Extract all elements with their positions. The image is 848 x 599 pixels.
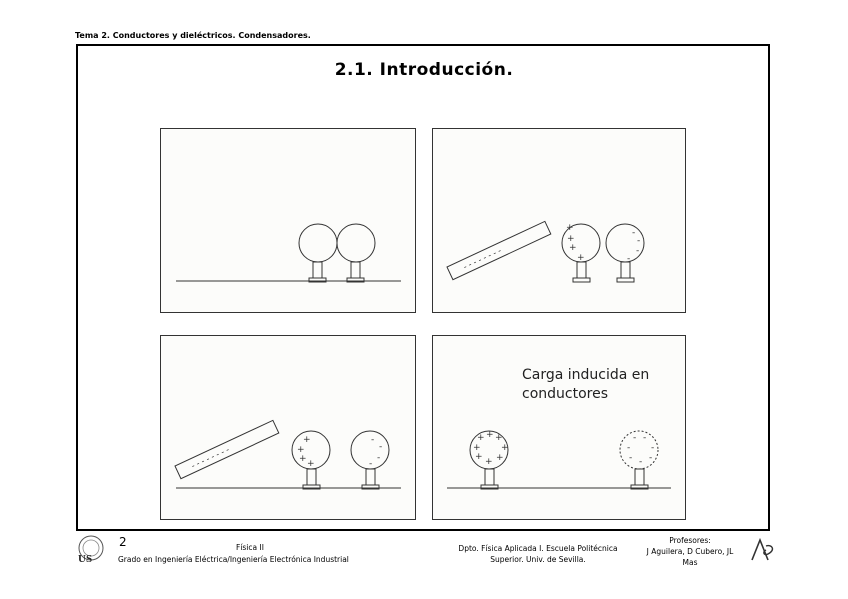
panel-spheres-separated: [160, 335, 416, 520]
svg-text:-: -: [636, 246, 640, 256]
department-line-1: Dpto. Física Aplicada I. Escuela Politécnica: [458, 544, 618, 553]
svg-text:US: US: [78, 553, 93, 563]
svg-text:+: +: [567, 234, 575, 244]
svg-text:+: +: [299, 454, 307, 464]
svg-text:-: -: [627, 443, 631, 453]
svg-text:- - - - - - - -: - - - - - - - -: [189, 445, 231, 471]
svg-text:+: +: [486, 430, 494, 440]
svg-text:+: +: [307, 459, 315, 469]
caption-line-1: Carga inducida en: [522, 367, 650, 383]
svg-text:+: +: [485, 457, 493, 467]
svg-text:+: +: [297, 445, 305, 455]
svg-text:- - - - - - - -: - - - - - - - -: [461, 246, 503, 272]
svg-text:-: -: [651, 443, 655, 453]
svg-text:+: +: [473, 443, 481, 453]
svg-text:+: +: [477, 433, 485, 443]
svg-text:-: -: [369, 459, 373, 469]
professors-line-1: J Aguilera, D Cubero, JL: [646, 547, 734, 556]
svg-text:+: +: [566, 223, 574, 233]
svg-text:-: -: [639, 457, 643, 467]
neutral-spheres-illustration: [161, 129, 415, 312]
department-logo-icon: [746, 536, 776, 568]
slide-title: 2.1. Introducción.: [334, 60, 514, 80]
spheres-separated-illustration: [161, 336, 415, 519]
svg-text:-: -: [629, 453, 633, 463]
svg-text:-: -: [643, 433, 647, 443]
department-line-2: Superior. Univ. de Sevilla.: [490, 555, 586, 564]
svg-text:-: -: [379, 442, 383, 452]
svg-text:-: -: [637, 236, 641, 246]
induced-charge-illustration: [433, 336, 685, 519]
svg-text:+: +: [569, 243, 577, 253]
professors-line-2: Mas: [682, 558, 698, 567]
course-topic-header: Tema 2. Conductores y dieléctricos. Condensadores.: [75, 31, 311, 40]
svg-text:+: +: [501, 443, 509, 453]
svg-text:-: -: [371, 435, 375, 445]
rod-approach-illustration: [433, 129, 685, 312]
footer-professors: [636, 535, 744, 568]
caption-line-2: conductores: [522, 386, 609, 402]
svg-text:-: -: [632, 228, 636, 238]
panel-rod-approach: [432, 128, 686, 313]
svg-text:+: +: [475, 452, 483, 462]
university-seal-icon: [76, 535, 106, 567]
svg-text:-: -: [377, 453, 381, 463]
footer-degree: Grado en Ingeniería Eléctrica/Ingeniería Electrónica Industrial: [118, 555, 349, 564]
svg-text:+: +: [303, 435, 311, 445]
svg-text:+: +: [496, 453, 504, 463]
svg-text:-: -: [649, 453, 653, 463]
svg-text:+: +: [495, 433, 503, 443]
svg-text:+: +: [577, 253, 585, 263]
panel-induced-charge: [432, 335, 686, 520]
footer-department: [440, 543, 636, 565]
svg-text:-: -: [633, 433, 637, 443]
footer-subject: Física II: [236, 543, 264, 552]
panel-neutral-spheres: [160, 128, 416, 313]
professors-label: Profesores:: [669, 536, 711, 545]
page-number: 2: [119, 535, 127, 549]
svg-text:-: -: [627, 254, 631, 264]
slide-caption: [522, 366, 649, 404]
